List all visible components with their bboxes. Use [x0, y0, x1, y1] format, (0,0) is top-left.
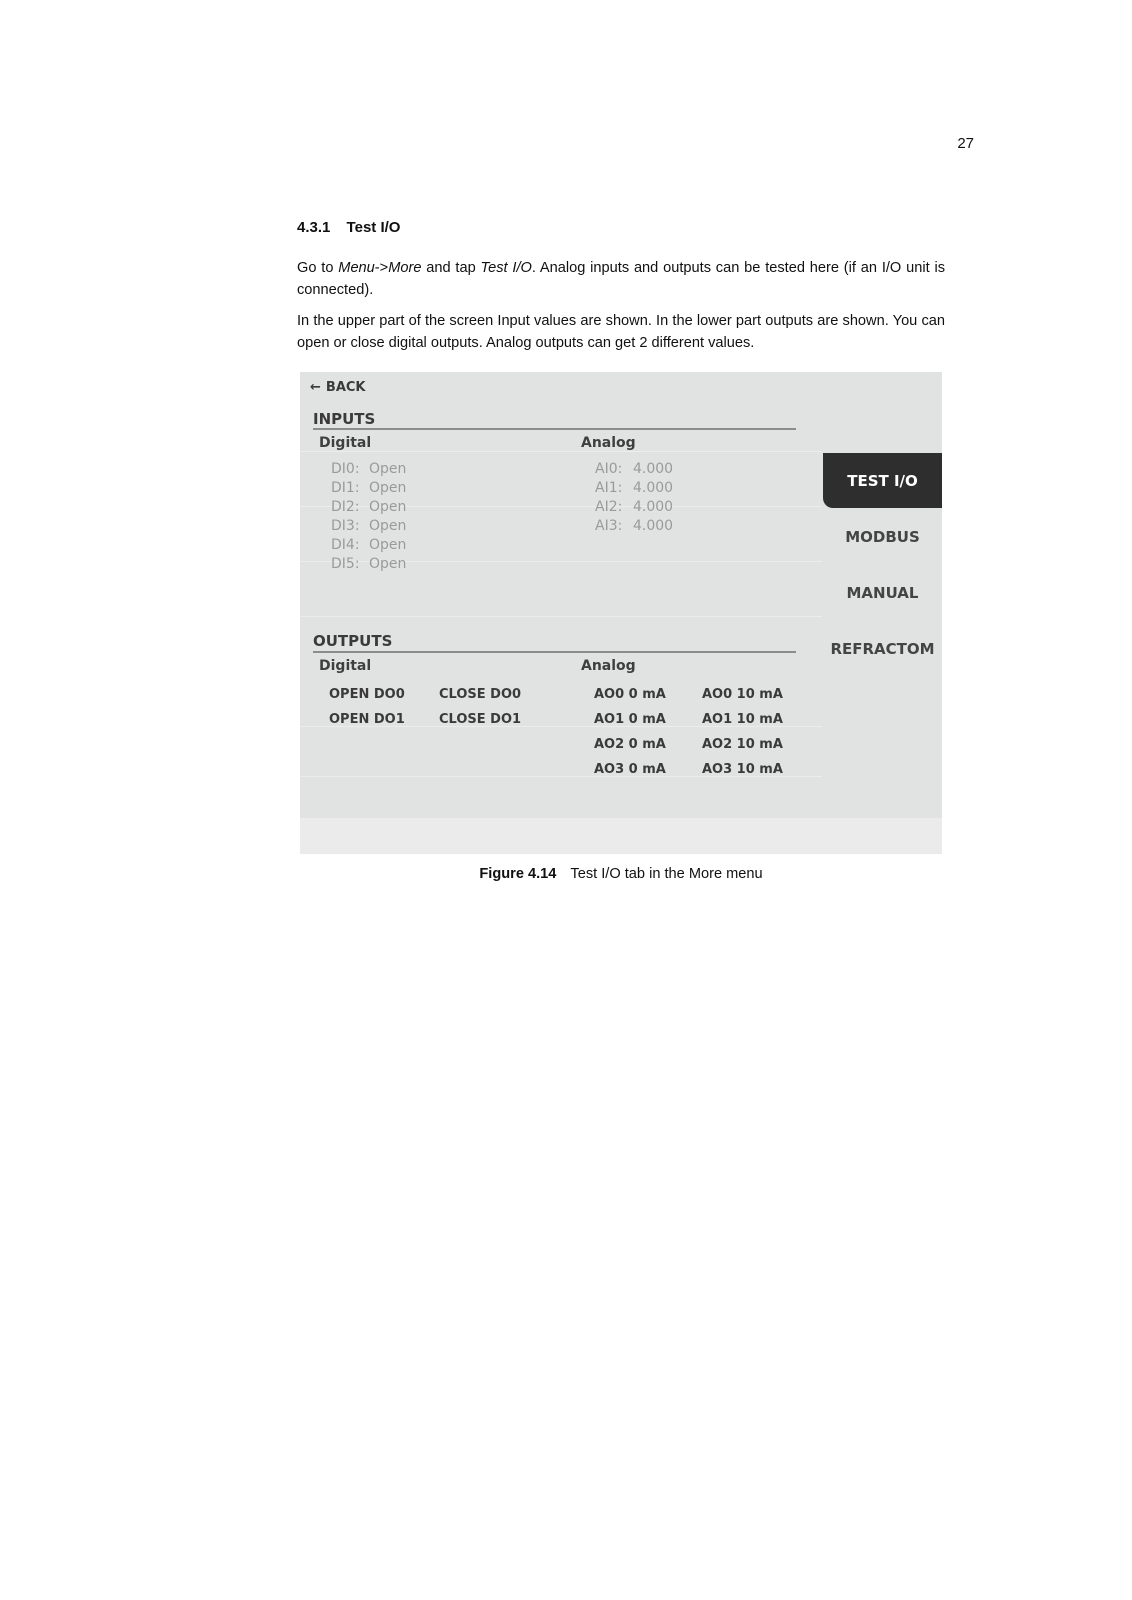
section-heading [297, 219, 400, 236]
outputs-rule [313, 651, 796, 653]
ao1-10ma-button[interactable]: AO1 10 mA [702, 712, 783, 727]
ao0-0ma-button[interactable]: AO0 0 mA [594, 687, 666, 702]
ao3-0ma-button[interactable]: AO3 0 mA [594, 762, 666, 777]
io-value: 4.000 [633, 499, 674, 515]
page-number: 27 [957, 135, 974, 152]
figure-label: Figure 4.14 [479, 866, 557, 882]
row-divider [300, 616, 822, 617]
io-value: Open [369, 480, 407, 496]
ao2-0ma-button[interactable]: AO2 0 mA [594, 737, 666, 752]
para-text: . Analog inputs and outputs can be tested here (if an I/O unit is connected). [297, 260, 945, 298]
intro-paragraph [297, 258, 945, 301]
analog-high-buttons [702, 682, 783, 782]
outputs-analog-title: Analog [581, 658, 636, 674]
ao0-10ma-button[interactable]: AO0 10 mA [702, 687, 783, 702]
analog-input-list [595, 460, 673, 536]
digital-input-row [331, 460, 406, 479]
io-label: AI0: [595, 461, 623, 477]
io-label: DI4: [331, 537, 360, 553]
io-label: AI3: [595, 518, 623, 534]
io-value: 4.000 [633, 518, 674, 534]
open-do1-button[interactable]: OPEN DO1 [329, 712, 405, 727]
tab-manual[interactable]: MANUAL [846, 583, 919, 602]
analog-input-row [595, 498, 673, 517]
digital-input-row [331, 555, 406, 574]
para-text: and tap [421, 260, 481, 276]
section-title: Test I/O [346, 219, 401, 236]
digital-input-row [331, 498, 406, 517]
ao3-10ma-button[interactable]: AO3 10 mA [702, 762, 783, 777]
digital-input-list [331, 460, 406, 574]
close-do1-button[interactable]: CLOSE DO1 [439, 712, 522, 727]
outputs-title: OUTPUTS [313, 632, 393, 650]
outputs-digital-title: Digital [319, 658, 372, 674]
inputs-rule [313, 428, 796, 430]
digital-input-row [331, 517, 406, 536]
row-divider [300, 451, 822, 452]
test-io-term: Test I/O [480, 260, 532, 276]
digital-input-row [331, 479, 406, 498]
io-label: DI3: [331, 518, 360, 534]
io-value: Open [369, 537, 407, 553]
back-arrow-icon: ← [310, 380, 321, 395]
io-value: 4.000 [633, 480, 674, 496]
io-label: AI2: [595, 499, 623, 515]
analog-input-row [595, 460, 673, 479]
io-value: Open [369, 518, 407, 534]
analog-input-row [595, 517, 673, 536]
io-label: DI2: [331, 499, 360, 515]
tab-modbus[interactable]: MODBUS [845, 527, 920, 546]
close-do0-button[interactable]: CLOSE DO0 [439, 687, 522, 702]
menu-term: Menu [338, 260, 375, 276]
back-button[interactable] [310, 380, 366, 395]
section-number: 4.3.1 [297, 219, 331, 236]
inputs-analog-title: Analog [581, 435, 636, 451]
analog-low-buttons [594, 682, 666, 782]
close-do-buttons [439, 682, 521, 732]
tab-test-io[interactable]: TEST I/O [823, 453, 942, 508]
ao2-10ma-button[interactable]: AO2 10 mA [702, 737, 783, 752]
io-label: DI5: [331, 556, 360, 572]
description-paragraph: In the upper part of the screen Input values are shown. In the lower part outputs are shown. You can open or close digital outputs. Analog outputs can get 2 different values. [297, 313, 945, 351]
analog-input-row [595, 479, 673, 498]
io-label: DI0: [331, 461, 360, 477]
more-term: More [388, 260, 422, 276]
back-label: BACK [325, 380, 366, 395]
figure-text: Test I/O tab in the More menu [570, 866, 763, 882]
digital-input-row [331, 536, 406, 555]
inputs-title: INPUTS [313, 410, 376, 428]
io-value: 4.000 [633, 461, 674, 477]
figure-caption [0, 866, 1132, 882]
para-text: Go to [297, 260, 339, 276]
io-label: DI1: [331, 480, 360, 496]
io-value: Open [369, 461, 407, 477]
open-do-buttons [329, 682, 405, 732]
io-value: Open [369, 556, 407, 572]
open-do0-button[interactable]: OPEN DO0 [329, 687, 405, 702]
ao1-0ma-button[interactable]: AO1 0 mA [594, 712, 666, 727]
footer-bar [300, 818, 942, 854]
para-text: -> [374, 260, 389, 276]
inputs-digital-title: Digital [319, 435, 372, 451]
tab-refractom[interactable]: REFRACTOM [830, 639, 935, 658]
io-value: Open [369, 499, 407, 515]
test-io-screenshot [300, 372, 942, 854]
io-label: AI1: [595, 480, 623, 496]
